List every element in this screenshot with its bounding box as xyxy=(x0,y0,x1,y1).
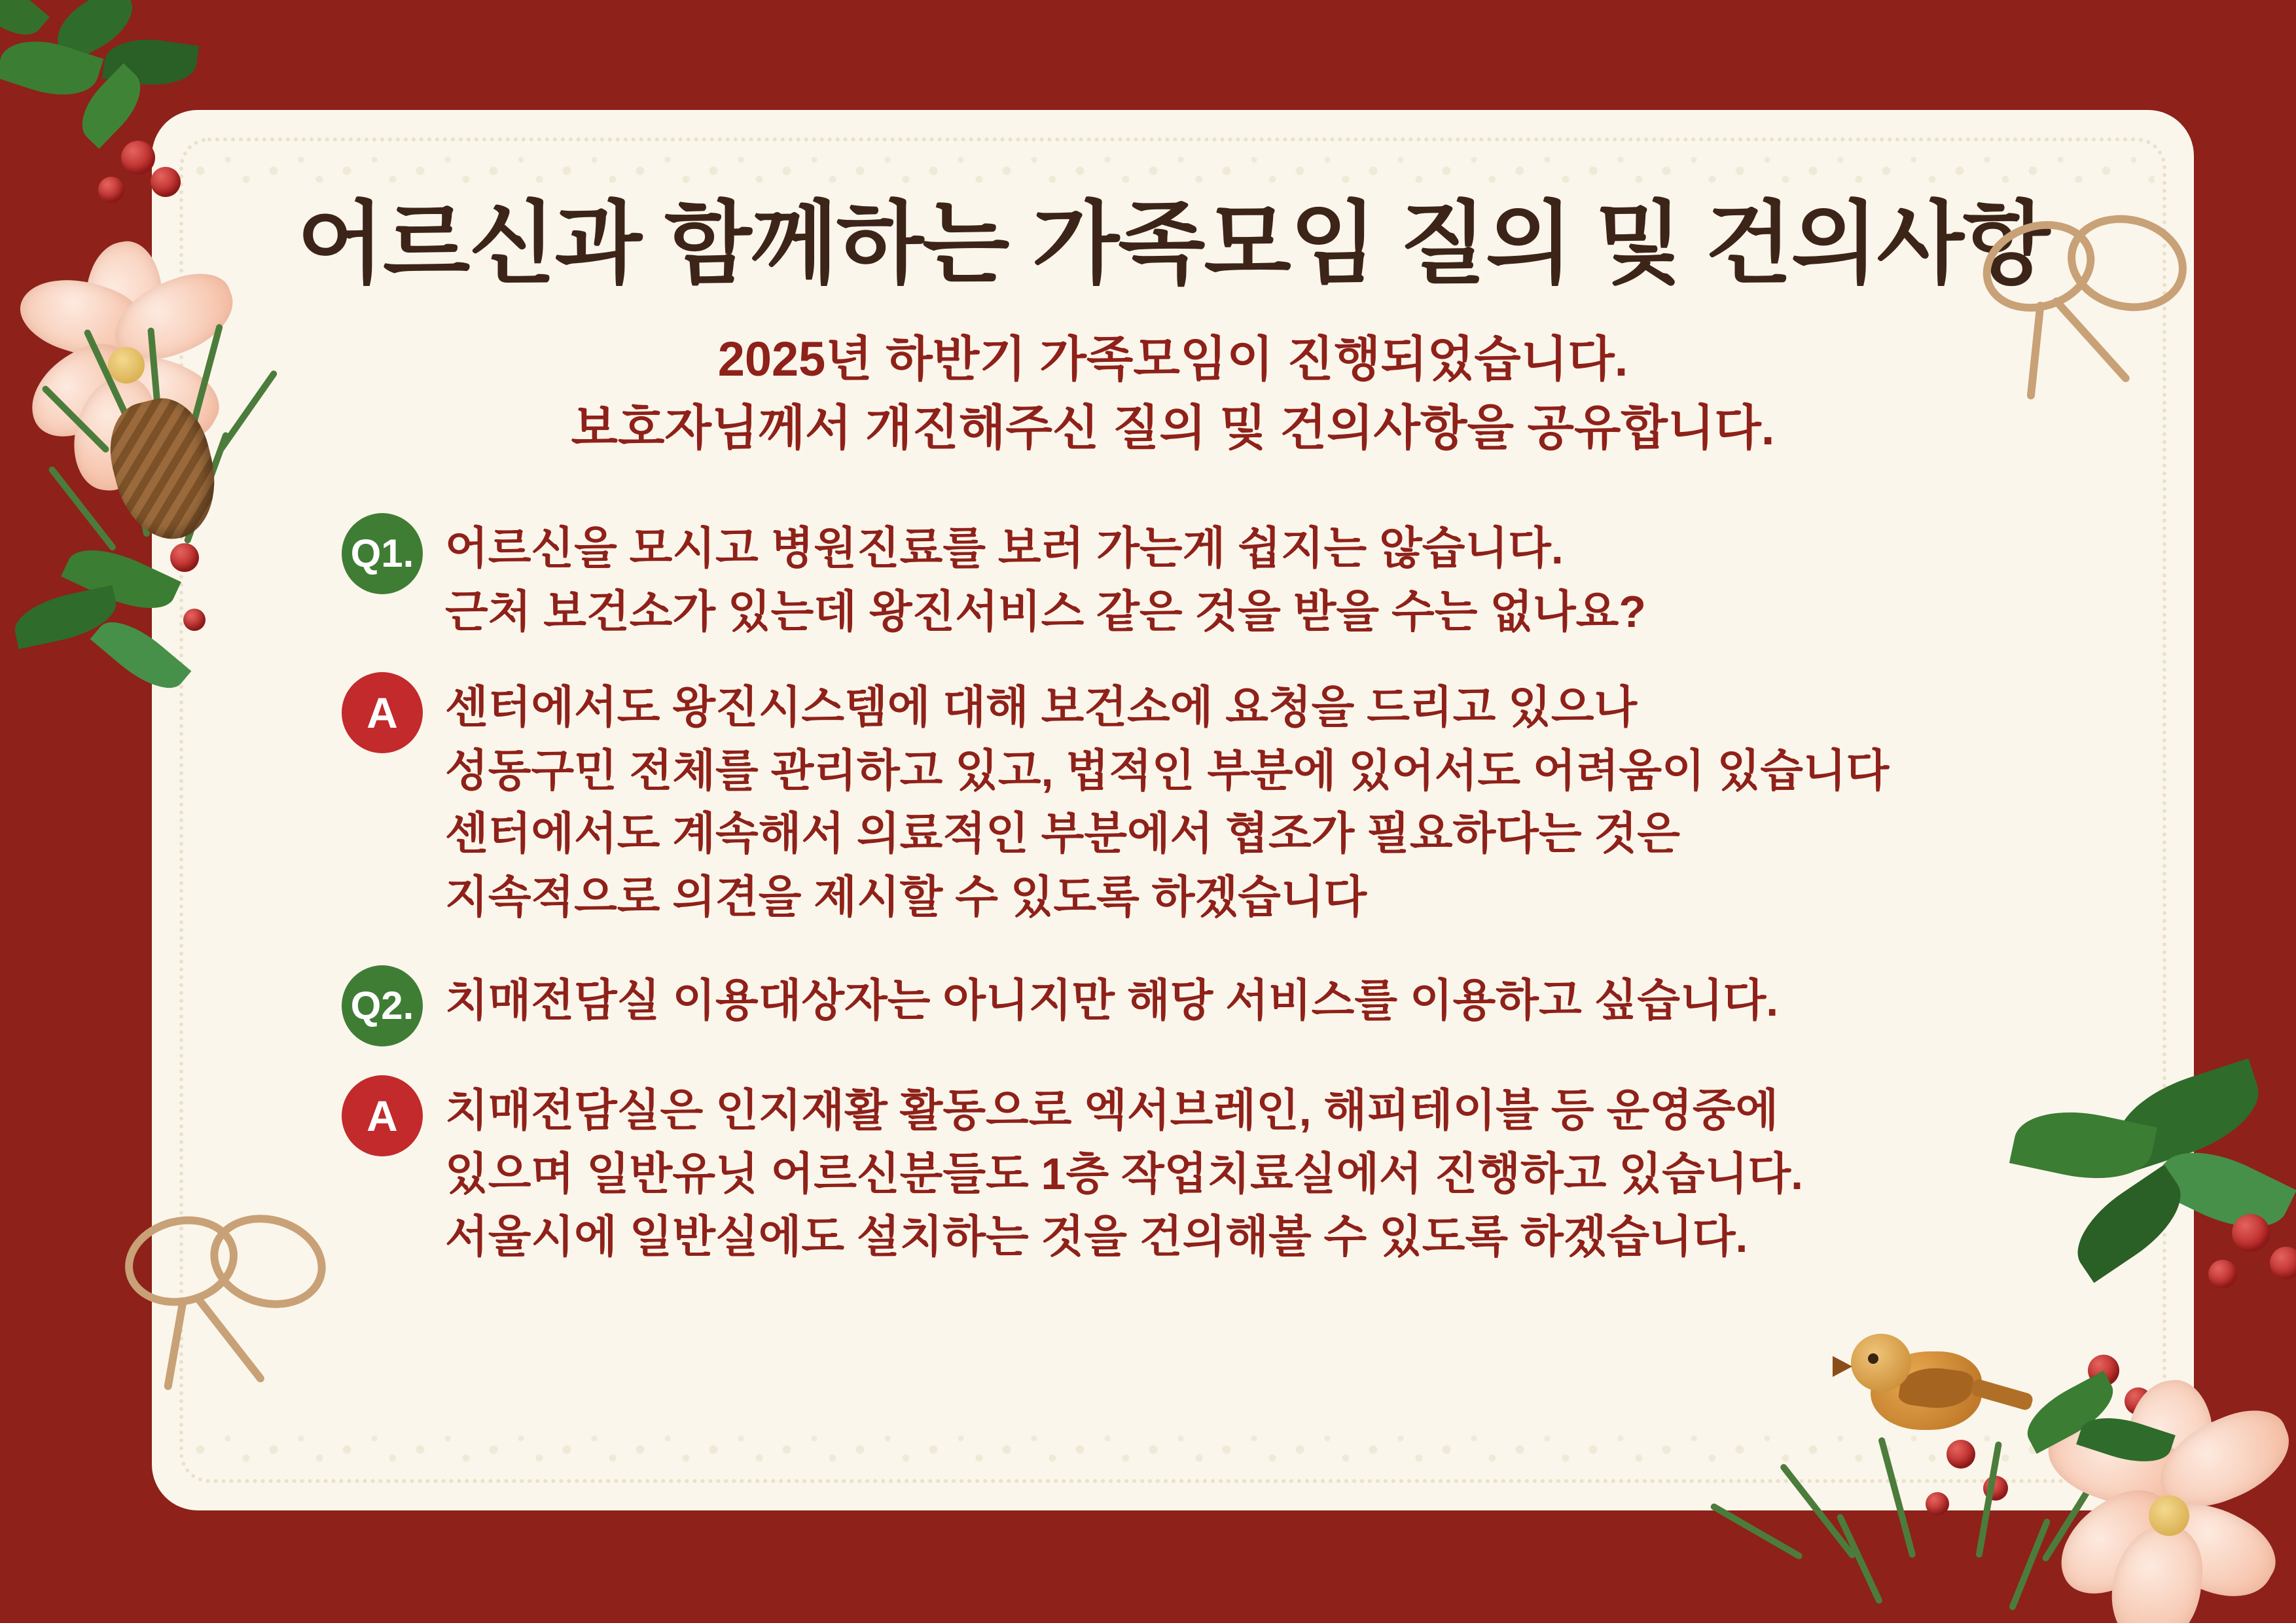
holly-leaf-icon xyxy=(69,63,153,149)
decorative-pattern-band-bottom xyxy=(191,1427,2155,1472)
qa-line: 어르신을 모시고 병원진료를 보러 가는게 쉽지는 않습니다. xyxy=(445,523,1564,573)
berry-icon xyxy=(121,141,155,175)
berry-icon xyxy=(2270,1247,2296,1279)
qa-line: 치매전담실 이용대상자는 아니지만 해당 서비스를 이용하고 싶습니다. xyxy=(445,976,1779,1026)
subtitle-line-1: 2025년 하반기 가족모임이 진행되었습니다. xyxy=(717,331,1628,386)
answer-badge-a1: A xyxy=(342,672,423,753)
qa-line: 있으며 일반유닛 어르신분들도 1층 작업치료실에서 진행하고 있습니다. xyxy=(445,1149,1804,1199)
qa-line: 센터에서도 왕진시스템에 대해 보건소에 요청을 드리고 있으나 xyxy=(445,683,1638,733)
answer-text-a2 xyxy=(445,1073,1803,1269)
answer-badge-a2: A xyxy=(342,1075,423,1156)
page-title: 어르신과 함께하는 가족모임 질의 및 건의사항 xyxy=(296,194,2049,294)
question-badge-q2: Q2. xyxy=(342,965,423,1046)
berry-icon xyxy=(2208,1260,2237,1289)
qa-line: 치매전담실은 인지재활 활동으로 엑서브레인, 해피테이블 등 운영중에 xyxy=(445,1086,1779,1136)
question-badge-q1: Q1. xyxy=(342,513,423,594)
berry-icon xyxy=(2232,1214,2270,1252)
qa-line: 성동구민 전체를 관리하고 있고, 법적인 부분에 있어서도 어려움이 있습니다 xyxy=(445,745,1890,796)
page-subtitle xyxy=(230,325,2115,462)
poster-content xyxy=(230,195,2115,1303)
holly-leaf-icon xyxy=(102,33,199,92)
answer-text-a1 xyxy=(445,669,1889,929)
qa-line: 서울시에 일반실에도 설치하는 것을 건의해볼 수 있도록 하겠습니다. xyxy=(445,1212,1748,1262)
qa-item-q1 xyxy=(230,510,2115,643)
qa-item-a2 xyxy=(230,1073,2115,1269)
holly-leaf-icon xyxy=(0,29,103,108)
decorative-pattern-band-top xyxy=(191,148,2155,194)
qa-line: 지속적으로 의견을 제시할 수 있도록 하겠습니다 xyxy=(445,872,1367,922)
qa-line: 근처 보건소가 있는데 왕진서비스 같은 것을 받을 수는 없나요? xyxy=(445,586,1646,637)
question-text-q2 xyxy=(445,963,1778,1033)
question-text-q1 xyxy=(445,510,1646,643)
berry-icon xyxy=(98,177,124,203)
holly-leaf-icon xyxy=(46,0,144,64)
qa-item-a1 xyxy=(230,669,2115,929)
qa-item-q2 xyxy=(230,963,2115,1046)
poster-card xyxy=(152,110,2194,1510)
subtitle-line-2: 보호자님께서 개진해주신 질의 및 건의사항을 공유합니다. xyxy=(571,400,1775,455)
qa-list xyxy=(230,510,2115,1269)
foliage-leaf-icon xyxy=(10,585,121,649)
qa-line: 센터에서도 계속해서 의료적인 부분에서 협조가 필요하다는 것은 xyxy=(445,809,1680,859)
holly-leaf-icon xyxy=(0,0,50,48)
